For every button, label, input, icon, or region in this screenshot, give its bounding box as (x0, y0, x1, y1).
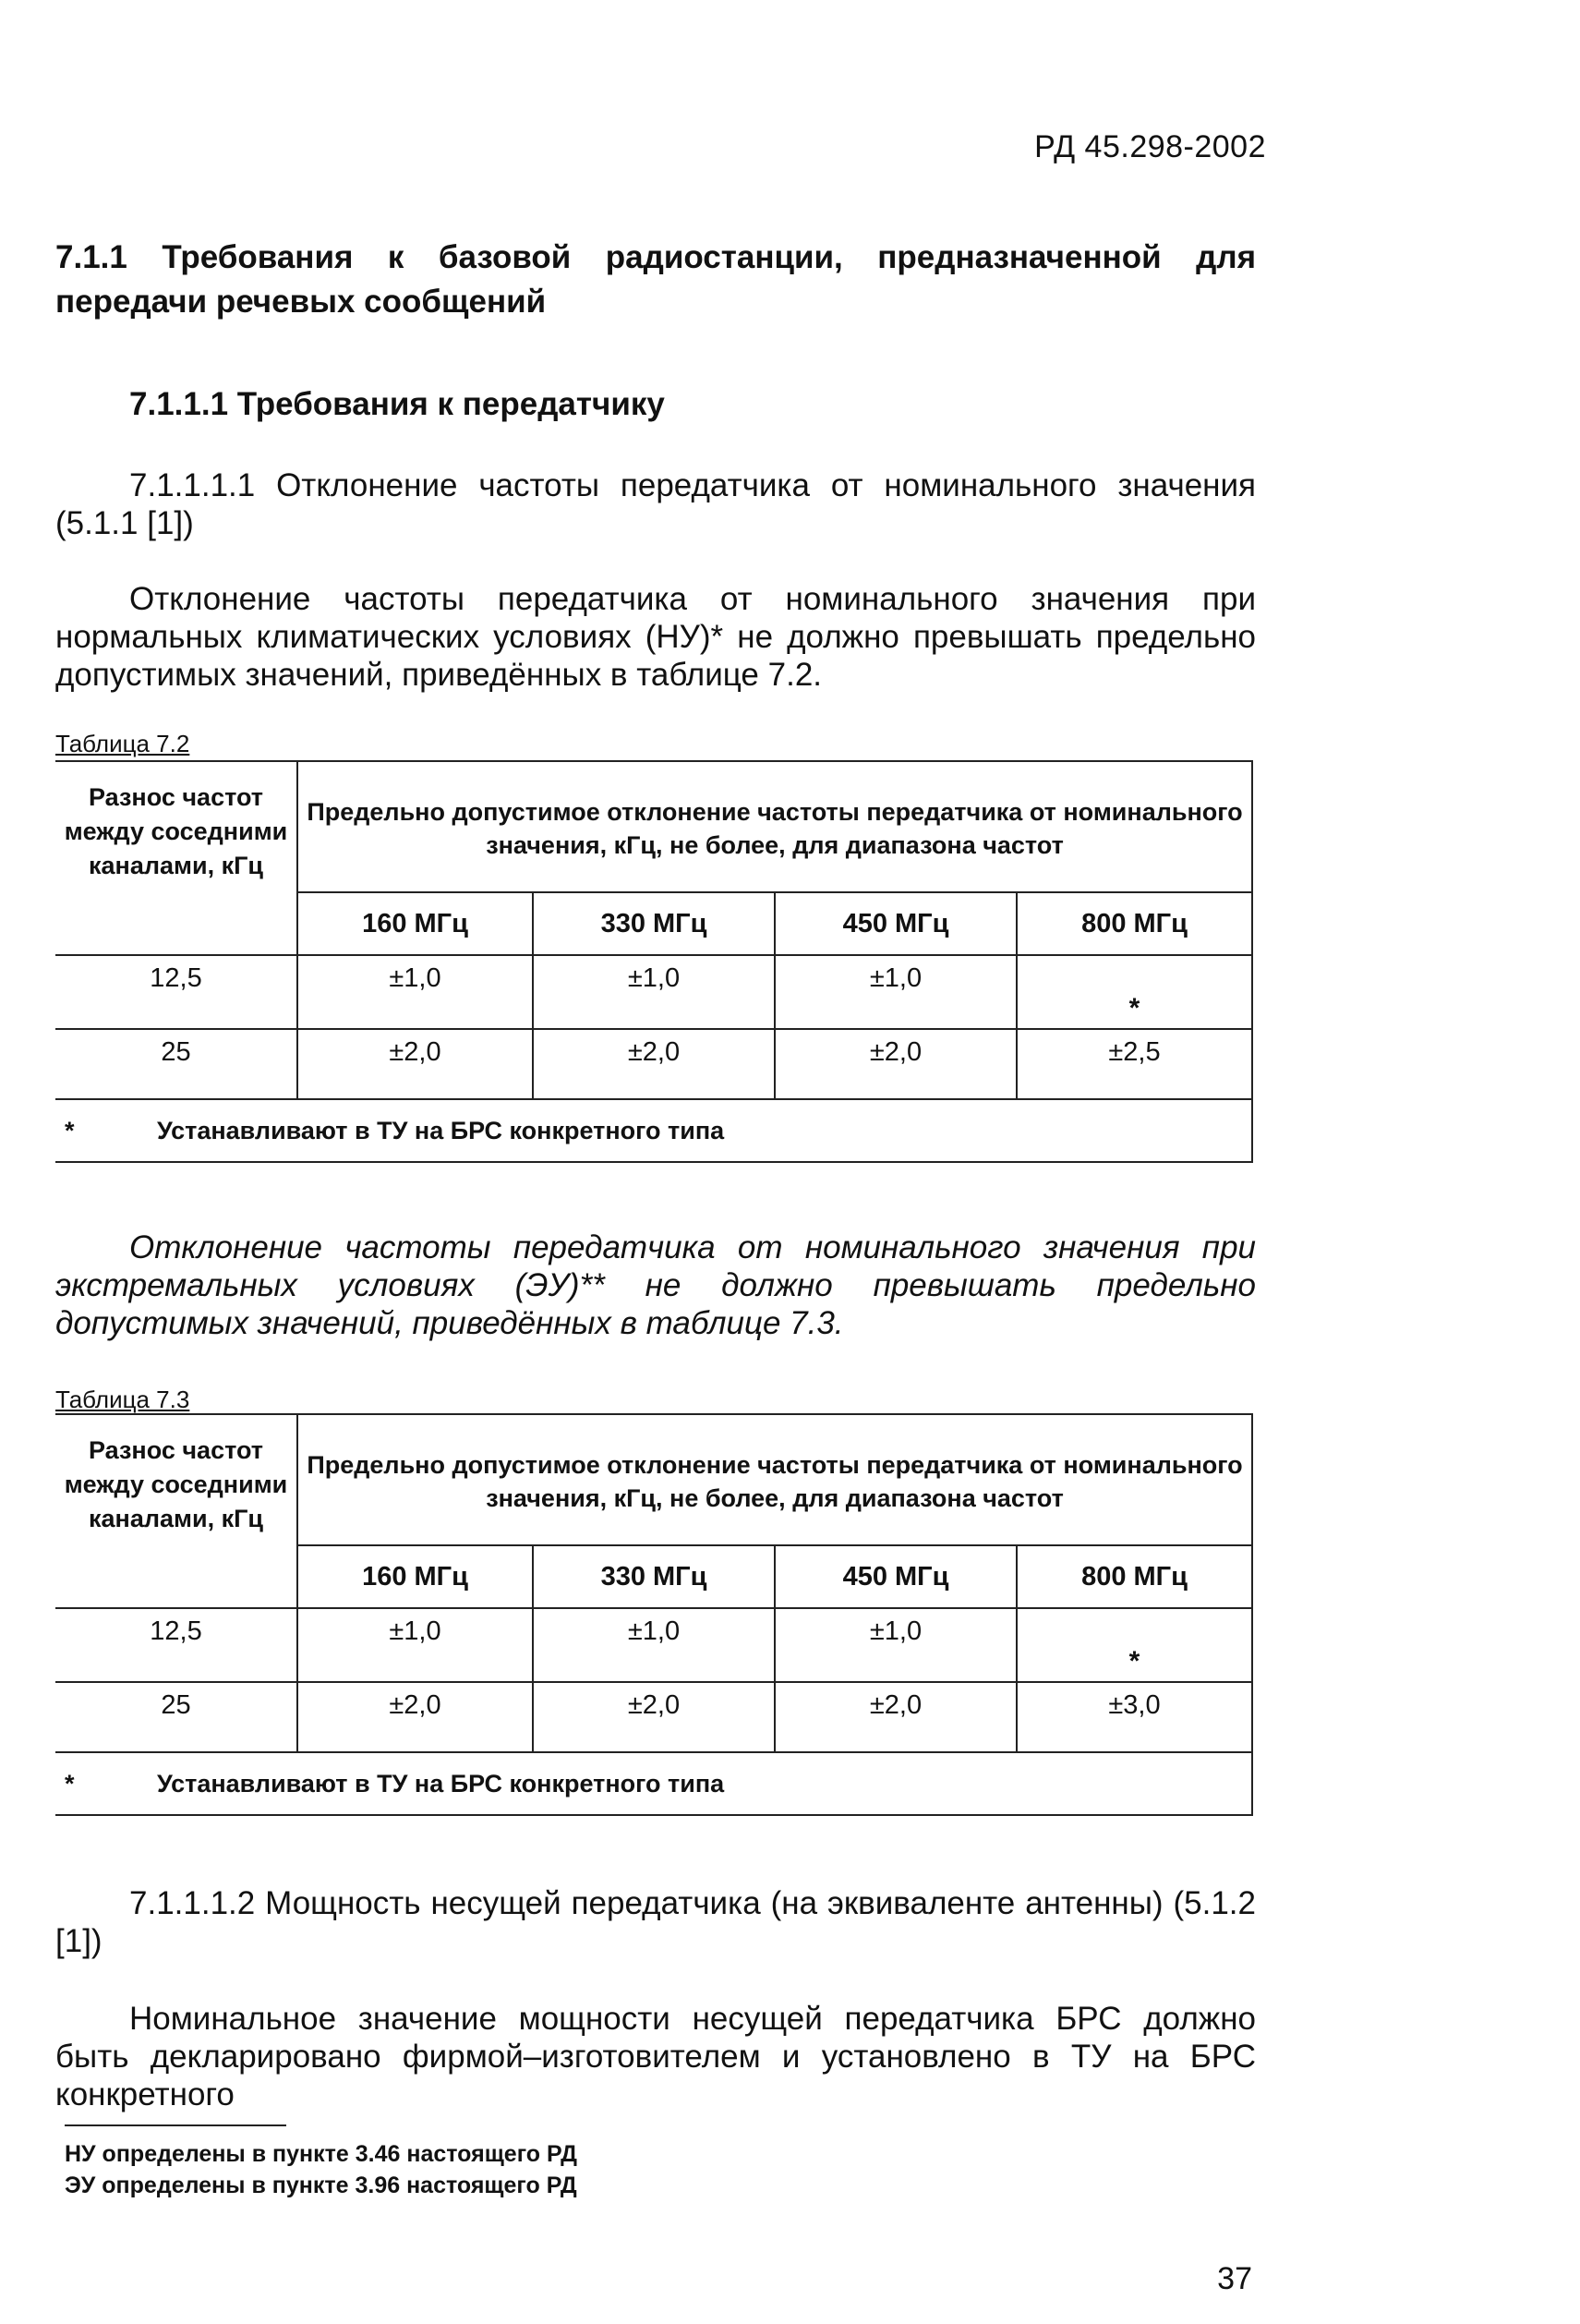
table-row (55, 955, 1252, 1029)
table-cell: * (1017, 1608, 1252, 1682)
clause-7-1-1-1-1: 7.1.1.1.1 Отклонение частоты передатчика от номинального значения (5.1.1 [1]) (55, 467, 1256, 541)
band-header: 160 МГц (297, 1545, 533, 1608)
band-header: 160 МГц (297, 892, 533, 955)
section-heading: 7.1.1 Требования к базовой радиостанции, предназначенной для передачи речевых сообщений (55, 239, 1256, 320)
footnote-nu: НУ определены в пункте 3.46 настоящего РД (65, 2141, 577, 2167)
spacing-value: 12,5 (55, 955, 297, 1029)
table-cell: ±1,0 (775, 955, 1017, 1029)
table-cell: ±2,0 (775, 1682, 1017, 1752)
footnote-divider (65, 2124, 286, 2126)
paragraph-carrier-power: Номинальное значение мощности несущей передатчика БРС должно быть декларировано фирмой–изготовителем и установлено в ТУ на БРС конкретного (55, 2001, 1256, 2112)
paragraph-extreme-conditions: Отклонение частоты передатчика от номинального значения при экстремальных условиях (ЭУ)** не должно превышать предельно допустимых значений, приведённых в таблице 7.3. (55, 1229, 1256, 1341)
table-row (55, 1029, 1252, 1099)
band-header: 450 МГц (775, 1545, 1017, 1608)
table-cell: ±1,0 (297, 1608, 533, 1682)
table-cell: ±1,0 (775, 1608, 1017, 1682)
note-text: Устанавливают в ТУ на БРС конкретного типа (157, 1116, 725, 1144)
table-cell: ±3,0 (1017, 1682, 1252, 1752)
deviation-header: Предельно допустимое отклонение частоты передатчика от номинального значения, кГц, не более, для диапазона частот (297, 761, 1252, 892)
deviation-header: Предельно допустимое отклонение частоты передатчика от номинального значения, кГц, не более, для диапазона частот (297, 1414, 1252, 1545)
spacing-header: Разнос частот между соседними каналами, кГц (55, 1414, 297, 1608)
paragraph-normal-conditions: Отклонение частоты передатчика от номинального значения при нормальных климатических условиях (НУ)* не должно превышать предельно допустимых значений, приведённых в таблице 7.2. (55, 581, 1256, 693)
band-header: 330 МГц (533, 1545, 775, 1608)
table-row (55, 1682, 1252, 1752)
clause-7-1-1-1-2: 7.1.1.1.2 Мощность несущей передатчика (на эквиваленте антенны) (5.1.2 [1]) (55, 1885, 1256, 1959)
table-cell: ±2,5 (1017, 1029, 1252, 1099)
table-cell: ±1,0 (533, 1608, 775, 1682)
band-header: 800 МГц (1017, 1545, 1252, 1608)
table-note (55, 1099, 1252, 1162)
table-cell: ±1,0 (533, 955, 775, 1029)
note-mark: * (65, 1769, 75, 1797)
spacing-header: Разнос частот между соседними каналами, кГц (55, 761, 297, 955)
page-number: 37 (1217, 2261, 1252, 2296)
subsection-heading: 7.1.1.1 Требования к передатчику (129, 386, 665, 422)
table-7-2-caption: Таблица 7.2 (55, 730, 190, 757)
table-cell: ±2,0 (775, 1029, 1017, 1099)
table-cell: ±2,0 (297, 1029, 533, 1099)
band-header: 450 МГц (775, 892, 1017, 955)
band-header: 800 МГц (1017, 892, 1252, 955)
footnote-eu: ЭУ определены в пункте 3.96 настоящего РД (65, 2173, 577, 2198)
table-cell: ±2,0 (533, 1029, 775, 1099)
note-text: Устанавливают в ТУ на БРС конкретного типа (157, 1769, 725, 1797)
note-mark: * (65, 1116, 75, 1144)
spacing-value: 25 (55, 1682, 297, 1752)
band-header: 330 МГц (533, 892, 775, 955)
table-cell: ±2,0 (533, 1682, 775, 1752)
table-cell: * (1017, 955, 1252, 1029)
spacing-value: 12,5 (55, 1608, 297, 1682)
table-cell: ±1,0 (297, 955, 533, 1029)
table-7-2 (55, 760, 1253, 1163)
document-code: РД 45.298-2002 (1034, 129, 1266, 164)
table-row (55, 1608, 1252, 1682)
table-7-3-caption: Таблица 7.3 (55, 1386, 190, 1413)
table-7-3 (55, 1413, 1253, 1816)
table-cell: ±2,0 (297, 1682, 533, 1752)
table-note (55, 1752, 1252, 1815)
spacing-value: 25 (55, 1029, 297, 1099)
